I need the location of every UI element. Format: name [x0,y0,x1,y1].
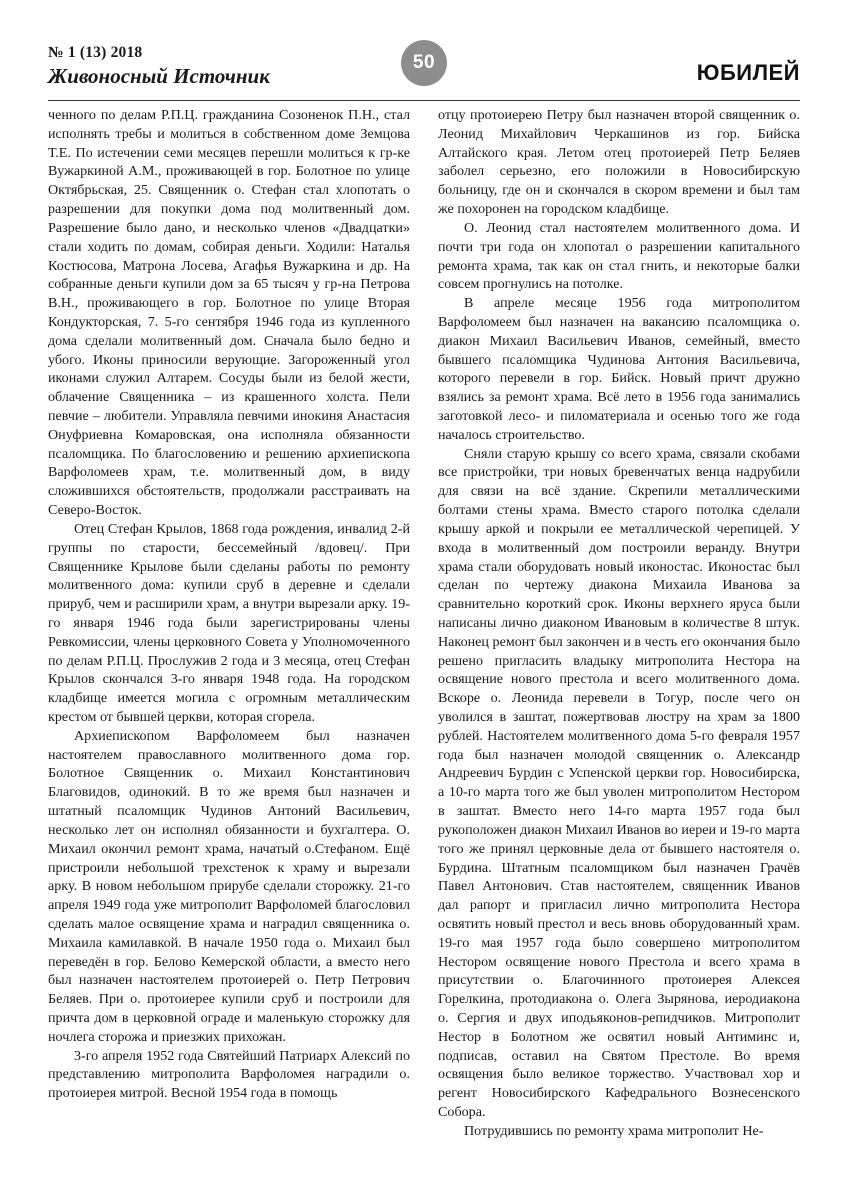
section-title: ЮБИЛЕЙ [696,60,800,85]
paragraph: Сняли старую крышу со всего храма, связали скобами все пристройки, три новых бревенчатых венца надрубили для связи на всё здание. Скрепили металлическими болтами стены храма. Вместо старого потолка сделали крышу аркой и покрыли ее металлической черепицей. У входа в молитвенный дом построили веранду. Внутри храма стали оборудовать новый иконостас. Иконостас был сделан по чертежу диакона Михаила Иванова за сравнительно короткий срок. Иконы верхнего яруса были написаны лично диаконом Ивановым в количестве 8 штук. Наконец ремонт был закончен и в честь его окончания было решено пригласить владыку митрополита Нестора на освящение нового престола и всего молитвенного дома. Вскоре о. Леонида перевели в Тогур, после чего он уволился в заштат, пожертвовав люстру на храм за 1800 рублей. Настоятелем молитвенного дома 5-го февраля 1957 года был назначен молодой священник о. Александр Андреевич Бурдин с Успенской церкви гор. Новосибирска, а 10-го марта того же был уволен митрополитом Нестором в заштат. Вместо него 14-го марта 1957 года был рукоположен диакон Михаил Иванов во иереи и 19-го марта того же принял церковные дела от бывшего настоятеля о. Бурдина. Штатным псаломщиком был назначен Грачёв Павел Антонович. Став настоятелем, священник Иванов дал рапорт и пригласил лично митрополита Нестора освятить новый престол и весь вновь оборудованный храм. 19-го мая 1957 года было совершено митрополитом Нестором освящение нового Престола и всего храма в присутствии о. Благочинного протоиерея Алексея Горелкина, протодиакона о. Олега Зырянова, иеродиакона о. Сергия и двух иподьяконов-репидчиков. Митрополит Нестор в Болотном же освятил новый Антиминс и, подписав, оставил на Святом Престоле. Во время освящения было великое торжество. Участвовал хор и регент Новосибирского Кафедрального Вознесенского Собора. [438,445,800,1121]
article-body [48,106,800,1164]
page-number-badge: 50 [401,40,447,86]
paragraph: Потрудившись по ремонту храма митрополит Не- [464,1122,764,1139]
paragraph: 3-го апреля 1952 года Святейший Патриарх Алексий по представлению митрополита Варфоломея наградили о. протоиерея митрой. Весной 1954 года в помощь [48,1047,410,1102]
paragraph: О. Леонид стал настоятелем молитвенного дома. И почти три года он хлопотал о разрешении капитального ремонта храма, так как он стал гнить, и некоторые балки совсем прогнулись на потолке. [438,219,800,293]
paragraph: ченного по делам Р.П.Ц. гражданина Созоненок П.Н., стал исполнять требы и молиться в собственном доме Земцова Т.Е. По истечении семи месяцев перешли молиться к гр-ке Вужаркиной А.М., проживающей в гор. Болотное по улице Октябрьская, 25. Священник о. Стефан стал хлопотать о разрешении для покупки дома под молитвенный дом. Разрешение было дано, и несколько членов «Двадцатки» стали ходить по домам, собирая деньги. Ходили: Наталья Костюсова, Матрона Лосева, Агафья Вужаркина и др. На собранные деньги купили дом за 65 тысяч у гр-на Петрова В.Н., проживающего в гор. Болотное по улице Вторая Кондукторская, 7. 5-го сентября 1946 года из купленного дома сделали молитвенный дом. Сначала было бедно и убого. Иконы приносили верующие. Загороженный угол иконами служил Алтарем. Сосуды были из белой жести, облачение Священника – из крашенного холста. Пели певчие – любители. Управляла певчими инокиня Анастасия Онуфриевна Комаровская, она исполняла обязанности псаломщика. По благословению и решению архиепископа Варфоломеев храм, т.е. молитвенный дом, в виду сложившихся обстоятельств, продолжали расстраивать на Северо-Восток. [48,107,410,519]
publication-masthead: Живоносный Источник [48,64,270,89]
header-divider [48,100,800,101]
paragraph: Отец Стефан Крылов, 1868 года рождения, инвалид 2-й группы по старости, бессемейный /вдовец/. При Священнике Крылове были сделаны работы по ремонту молитвенного дома: купили сруб в деревне и сделали прируб, чем и расширили храм, а внутри вырезали арку. 19-го января 1946 года были зарегистрированы члены Ревкомиссии, члены церковного Совета у Уполномоченного по делам Р.П.Ц. Прослужив 2 года и 3 месяца, отец Стефан Крылов скончался 3-го января 1948 года. На городском кладбище имеется могила с огромным металлическим крестом от бывшей церкви, которая сгорела. [48,520,410,725]
paragraph: отцу протоиерею Петру был назначен второй священник о. Леонид Михайлович Черкашинов из гор. Бийска Алтайского края. Летом отец протоиерей Петр Беляев заболел серьезно, его положили в Новосибирскую больницу, где он и скончался в скором времени и был там же похоронен на городском кладбище. [438,107,800,218]
page-header [48,44,800,96]
issue-number: № 1 (13) 2018 [48,44,143,61]
right-column [438,106,800,1164]
paragraph: Архиепископом Варфоломеем был назначен настоятелем православного молитвенного дома гор. Болотное Священник о. Михаил Константинович Благовидов, одинокий. В то же время был назначен и штатный псаломщик Чудинов Антоний Васильевич, несколько лет он исполнял обязанности и бухгалтера. О. Михаил окончил ремонт храма, начатый о.Стефаном. Ещё пристроили небольшой трехстенок к храму и вырезали арку. В новом небольшом прирубе сделали сторожку. 21-го апреля 1949 года уже митрополит Варфоломей благословил сделать малое освящение храма и наградил священника о. Михаила камилавкой. В начале 1950 года о. Михаил был переведён в гор. Белово Кемерской области, а вместо него был назначен настоятелем протоиерей о. Петр Петрович Беляев. При о. протоиерее купили сруб и построили для причта дом в церковной ограде и маленькую сторожку для ночлега сторожа и приезжих прихожан. [48,727,410,1045]
left-column [48,106,410,1164]
paragraph: В апреле месяце 1956 года митрополитом Варфоломеем был назначен на вакансию псаломщика о. диакон Михаил Васильевич Иванов, семейный, вместо бывшего псаломщика Чудинова Антония Васильевича, которого перевели в гор. Бийск. Новый причт дружно взялись за ремонт храма. Всё лето в 1956 года занимались заготовкой лесо- и пиломатериала и осенью того же года началось строительство. [438,295,800,443]
